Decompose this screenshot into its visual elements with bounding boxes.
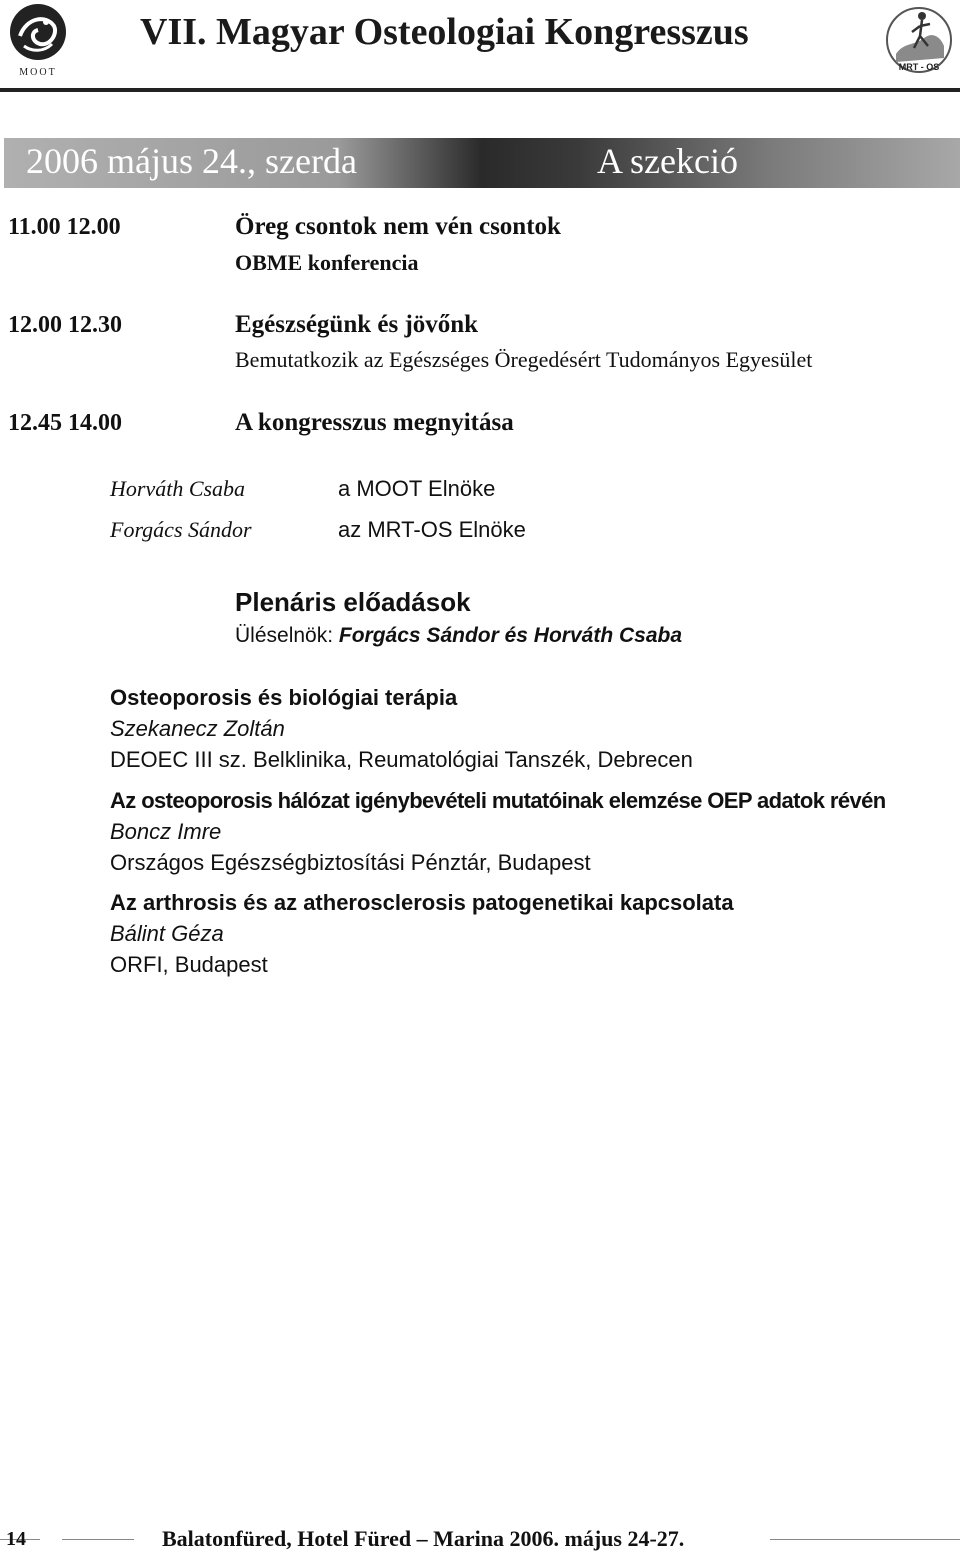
chair-names: Forgács Sándor és Horváth Csaba	[338, 624, 683, 647]
schedule-time: 12.45 14.00	[8, 410, 122, 436]
schedule-subtitle: OBME konferencia	[235, 250, 419, 275]
footer-divider	[62, 1539, 134, 1540]
schedule-title: Egészségünk és jövőnk	[235, 311, 479, 338]
schedule-title: A kongresszus megnyitása	[235, 409, 514, 436]
svg-text:MOOT: MOOT	[19, 67, 57, 78]
talk-title: Osteoporosis és biológiai terápia	[110, 685, 458, 710]
talk-institution: DEOEC III sz. Belklinika, Reumatológiai Tanszék, Debrecen	[110, 747, 693, 772]
schedule-time: 11.00 12.00	[8, 214, 121, 240]
talk-title: Az osteoporosis hálózat igénybevételi mutatóinak elemzése OEP adatok révén	[110, 788, 886, 813]
page-header-title: VII. Magyar Osteologiai Kongresszus	[140, 11, 749, 53]
banner-section: A szekció	[597, 141, 738, 181]
mrt-os-logo	[884, 2, 954, 78]
talk-author: Boncz Imre	[110, 819, 222, 844]
footer-divider	[770, 1539, 960, 1540]
svg-text:MRT - OS: MRT - OS	[898, 62, 940, 72]
chair-label: Üléselnök:	[235, 624, 334, 647]
moot-logo	[6, 2, 70, 78]
schedule-subtitle: Bemutatkozik az Egészséges Öregedésért Tudományos Egyesület	[235, 347, 813, 372]
opening-speaker-role: az MRT-OS Elnöke	[338, 517, 526, 542]
opening-speaker-role: a MOOT Elnöke	[338, 476, 496, 501]
opening-speaker-name: Horváth Csaba	[110, 476, 246, 501]
banner-date: 2006 május 24., szerda	[26, 141, 357, 181]
page-number: 14	[6, 1528, 26, 1550]
talk-institution: Országos Egészségbiztosítási Pénztár, Budapest	[110, 850, 591, 875]
talk-author: Szekanecz Zoltán	[110, 716, 285, 741]
talk-title: Az arthrosis és az atherosclerosis patogenetikai kapcsolata	[110, 890, 734, 915]
schedule-title: Öreg csontok nem vén csontok	[235, 213, 561, 240]
plenary-title: Plenáris előadások	[235, 587, 471, 617]
talk-author: Bálint Géza	[110, 921, 224, 946]
talk-institution: ORFI, Budapest	[110, 952, 268, 977]
footer-text: Balatonfüred, Hotel Füred – Marina 2006. május 24-27.	[162, 1526, 685, 1551]
opening-speaker-name: Forgács Sándor	[110, 517, 252, 542]
schedule-time: 12.00 12.30	[8, 312, 122, 338]
header-divider	[0, 88, 960, 92]
session-chair	[235, 624, 682, 648]
